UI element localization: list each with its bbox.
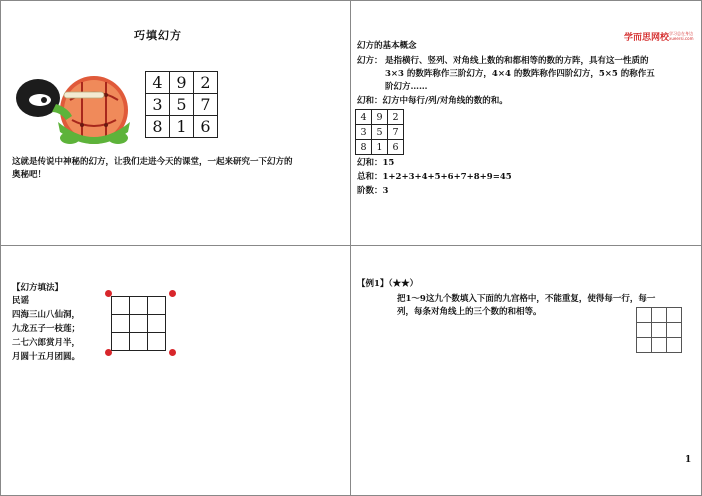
total-sum-equation: 总和：1+2+3+4+5+6+7+8+9=45 <box>357 172 512 182</box>
rhyme-title: 民谣 <box>12 296 30 306</box>
magic-square-small <box>355 109 404 155</box>
magic-cell: 7 <box>388 125 404 140</box>
grid-cell <box>112 297 130 315</box>
grid-cell <box>652 308 667 323</box>
rhyme-line: 九龙五子一枝莲； <box>12 324 81 334</box>
grid-cell <box>130 297 148 315</box>
brand-logo: 学而思网校 <box>624 33 670 43</box>
rhyme-line: 四海三山八仙洞， <box>12 310 81 320</box>
magic-square-large <box>145 71 218 138</box>
grid-cell <box>652 323 667 338</box>
definition-line3: 阶幻方…… <box>385 82 428 92</box>
grid-cell <box>667 323 682 338</box>
grid-cell <box>130 333 148 351</box>
grid-cell <box>637 308 652 323</box>
grid-cell <box>637 338 652 353</box>
problem-line1: 把1～9这九个数填入下面的九宫格中，不能重复，使得每一行，每一 <box>397 294 656 304</box>
grid-cell <box>637 323 652 338</box>
grid-cell <box>148 333 166 351</box>
magic-cell: 4 <box>146 72 170 94</box>
grid-cell <box>112 315 130 333</box>
logo-sub-line2: xueersi.com <box>669 36 694 41</box>
grid-cell <box>652 338 667 353</box>
magic-cell: 8 <box>356 140 372 155</box>
method-heading: 【幻方填法】 <box>12 283 64 293</box>
grid-cell <box>148 297 166 315</box>
magic-cell: 1 <box>170 116 194 138</box>
magic-cell: 9 <box>372 110 388 125</box>
grid-cell <box>112 333 130 351</box>
magic-cell: 5 <box>170 94 194 116</box>
magic-cell: 4 <box>356 110 372 125</box>
slide-title: 巧填幻方 <box>134 29 182 42</box>
vertical-divider <box>350 0 351 496</box>
magic-cell: 8 <box>146 116 170 138</box>
grid-cell <box>667 338 682 353</box>
concept-heading: 幻方的基本概念 <box>357 41 417 51</box>
horizontal-divider <box>0 245 702 246</box>
turtle-illustration <box>12 60 132 148</box>
pushpin-icon <box>105 349 112 356</box>
magic-cell: 6 <box>388 140 404 155</box>
problem-line2: 列，每条对角线上的三个数的和相等。 <box>397 307 542 317</box>
definition-line2: 3×3 的数阵称作三阶幻方，4×4 的数阵称作四阶幻方，5×5 的称作五 <box>385 69 655 79</box>
definition-label: 幻方： <box>357 56 383 66</box>
magic-cell: 7 <box>194 94 218 116</box>
order-value: 阶数：3 <box>357 186 389 196</box>
grid-cell <box>667 308 682 323</box>
magic-cell: 6 <box>194 116 218 138</box>
empty-nine-grid-pinned <box>111 296 166 351</box>
pushpin-icon <box>169 349 176 356</box>
empty-nine-grid <box>636 307 682 353</box>
intro-text-line2: 奥秘吧！ <box>12 170 47 180</box>
magic-cell: 1 <box>372 140 388 155</box>
magic-cell: 3 <box>146 94 170 116</box>
magic-cell: 3 <box>356 125 372 140</box>
brand-logo-sub <box>669 31 693 41</box>
magic-sum-definition: 幻和：幻方中每行/列/对角线的数的和。 <box>357 96 508 106</box>
grid-cell <box>130 315 148 333</box>
magic-sum-value: 幻和：15 <box>357 158 395 168</box>
pushpin-icon <box>169 290 176 297</box>
example-label: 【例1】（★★） <box>357 279 419 289</box>
intro-text-line1: 这就是传说中神秘的幻方，让我们走进今天的课堂，一起来研究一下幻方的 <box>12 157 293 167</box>
magic-cell: 5 <box>372 125 388 140</box>
rhyme-line: 二七六郎赏月半， <box>12 338 81 348</box>
page-number: 1 <box>685 455 692 465</box>
pushpin-icon <box>105 290 112 297</box>
definition-line1: 是指横行、竖列、对角线上数的和都相等的数的方阵，具有这一性质的 <box>385 56 649 66</box>
magic-cell: 2 <box>194 72 218 94</box>
rhyme-line: 月圆十五月团圆。 <box>12 352 81 362</box>
magic-cell: 2 <box>388 110 404 125</box>
magic-cell: 9 <box>170 72 194 94</box>
grid-cell <box>148 315 166 333</box>
logo-sub-line1: 学习总在身边 <box>669 31 693 36</box>
